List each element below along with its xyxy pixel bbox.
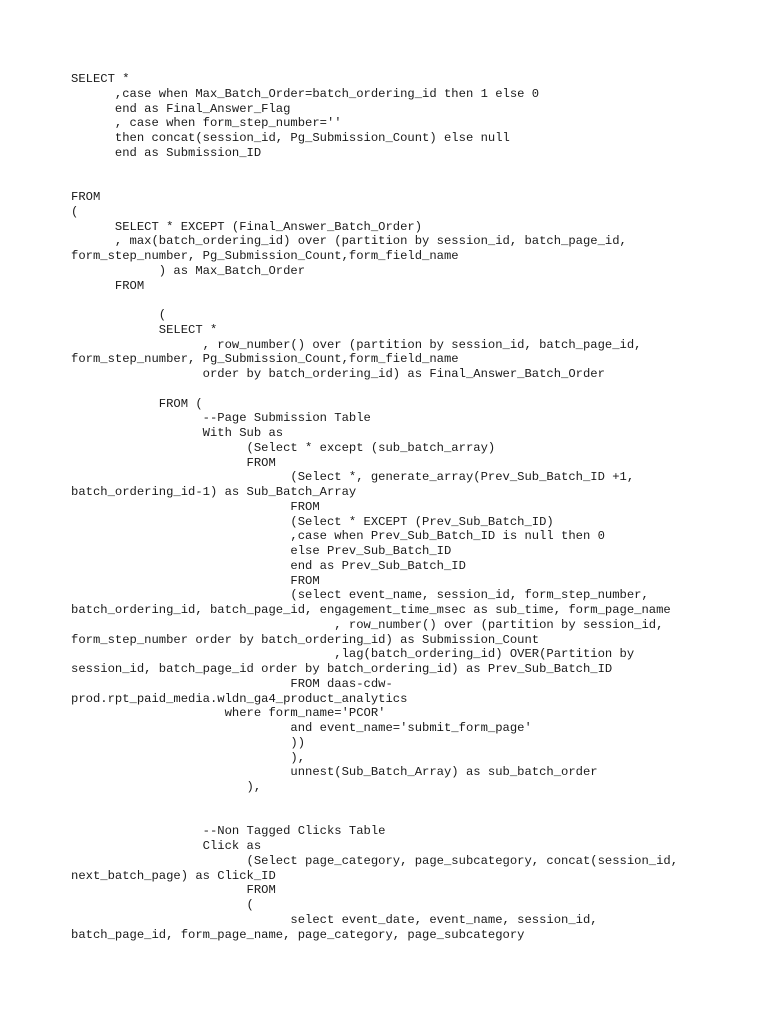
code-line: ,case when Prev_Sub_Batch_ID is null then 0: [71, 529, 605, 544]
code-line: FROM: [71, 278, 145, 293]
code-line: where form_name='PCOR': [71, 706, 386, 721]
code-line: else Prev_Sub_Batch_ID: [71, 544, 452, 558]
code-line: form_step_number, Pg_Submission_Count,form_field_name: [71, 352, 459, 367]
code-line: ,lag(batch_ordering_id) OVER(Partition by: [71, 647, 635, 662]
code-line: , row_number() over (partition by session_id,: [71, 617, 664, 632]
code-line: --Non Tagged Clicks Table: [71, 824, 386, 839]
code-line: (: [71, 898, 254, 912]
code-line: ),: [71, 750, 306, 765]
code-line: [71, 293, 761, 308]
code-line: [71, 795, 761, 810]
code-line: [71, 175, 761, 190]
code-line: SELECT *: [71, 72, 130, 86]
code-line: then concat(session_id, Pg_Submission_Count) else null: [71, 131, 510, 145]
code-line: ) as Max_Batch_Order: [71, 263, 306, 278]
code-line: SELECT *: [71, 322, 218, 337]
code-line: , row_number() over (partition by session_id, batch_page_id,: [71, 337, 642, 352]
code-line: , case when form_step_number='': [71, 116, 342, 131]
code-line: Click as: [71, 839, 262, 853]
code-line: form_step_number, Pg_Submission_Count,form_field_name: [71, 249, 459, 263]
code-line: FROM: [71, 573, 320, 588]
code-line: and event_name='submit_form_page': [71, 721, 532, 735]
code-line: (Select page_category, page_subcategory, concat(session_id,: [71, 853, 679, 868]
code-line: end as Final_Answer_Flag: [71, 101, 291, 116]
code-line: , max(batch_ordering_id) over (partition by session_id, batch_page_id,: [71, 234, 627, 249]
code-line: FROM: [71, 455, 276, 470]
code-line: next_batch_page) as Click_ID: [71, 868, 276, 883]
code-line: batch_ordering_id-1) as Sub_Batch_Array: [71, 485, 357, 499]
code-line: FROM (: [71, 396, 203, 411]
code-line: unnest(Sub_Batch_Array) as sub_batch_order: [71, 765, 598, 780]
code-line: FROM: [71, 883, 276, 898]
code-line: (select event_name, session_id, form_step_number,: [71, 588, 649, 603]
code-line: session_id, batch_page_id order by batch_ordering_id) as Prev_Sub_Batch_ID: [71, 662, 613, 676]
code-line: end as Prev_Sub_Batch_ID: [71, 558, 466, 573]
code-line: select event_date, event_name, session_id,: [71, 912, 598, 927]
code-line: FROM: [71, 190, 101, 204]
code-line: (: [71, 308, 167, 322]
code-line: [71, 382, 761, 397]
code-line: prod.rpt_paid_media.wldn_ga4_product_analytics: [71, 691, 408, 706]
code-line: batch_page_id, form_page_name, page_category, page_subcategory: [71, 927, 525, 942]
code-line: batch_ordering_id, batch_page_id, engagement_time_msec as sub_time, form_page_name: [71, 603, 671, 617]
code-line: form_step_number order by batch_ordering_id) as Submission_Count: [71, 632, 540, 647]
code-line: order by batch_ordering_id) as Final_Answer_Batch_Order: [71, 367, 605, 381]
code-line: [71, 810, 761, 825]
code-line: (: [71, 204, 79, 219]
code-line: FROM daas-cdw-: [71, 676, 393, 691]
code-line: ),: [71, 780, 262, 794]
code-line: (Select * except (sub_batch_array): [71, 440, 496, 455]
code-line: [71, 161, 761, 176]
sql-code-block: [71, 72, 761, 942]
code-line: FROM: [71, 499, 320, 514]
code-line: end as Submission_ID: [71, 145, 262, 160]
code-line: --Page Submission Table: [71, 411, 371, 426]
code-line: (Select *, generate_array(Prev_Sub_Batch_ID +1,: [71, 470, 635, 485]
code-line: ,case when Max_Batch_Order=batch_ordering_id then 1 else 0: [71, 86, 540, 101]
code-line: )): [71, 735, 306, 750]
code-line: (Select * EXCEPT (Prev_Sub_Batch_ID): [71, 514, 554, 529]
code-line: With Sub as: [71, 426, 284, 440]
code-line: SELECT * EXCEPT (Final_Answer_Batch_Order): [71, 219, 423, 234]
